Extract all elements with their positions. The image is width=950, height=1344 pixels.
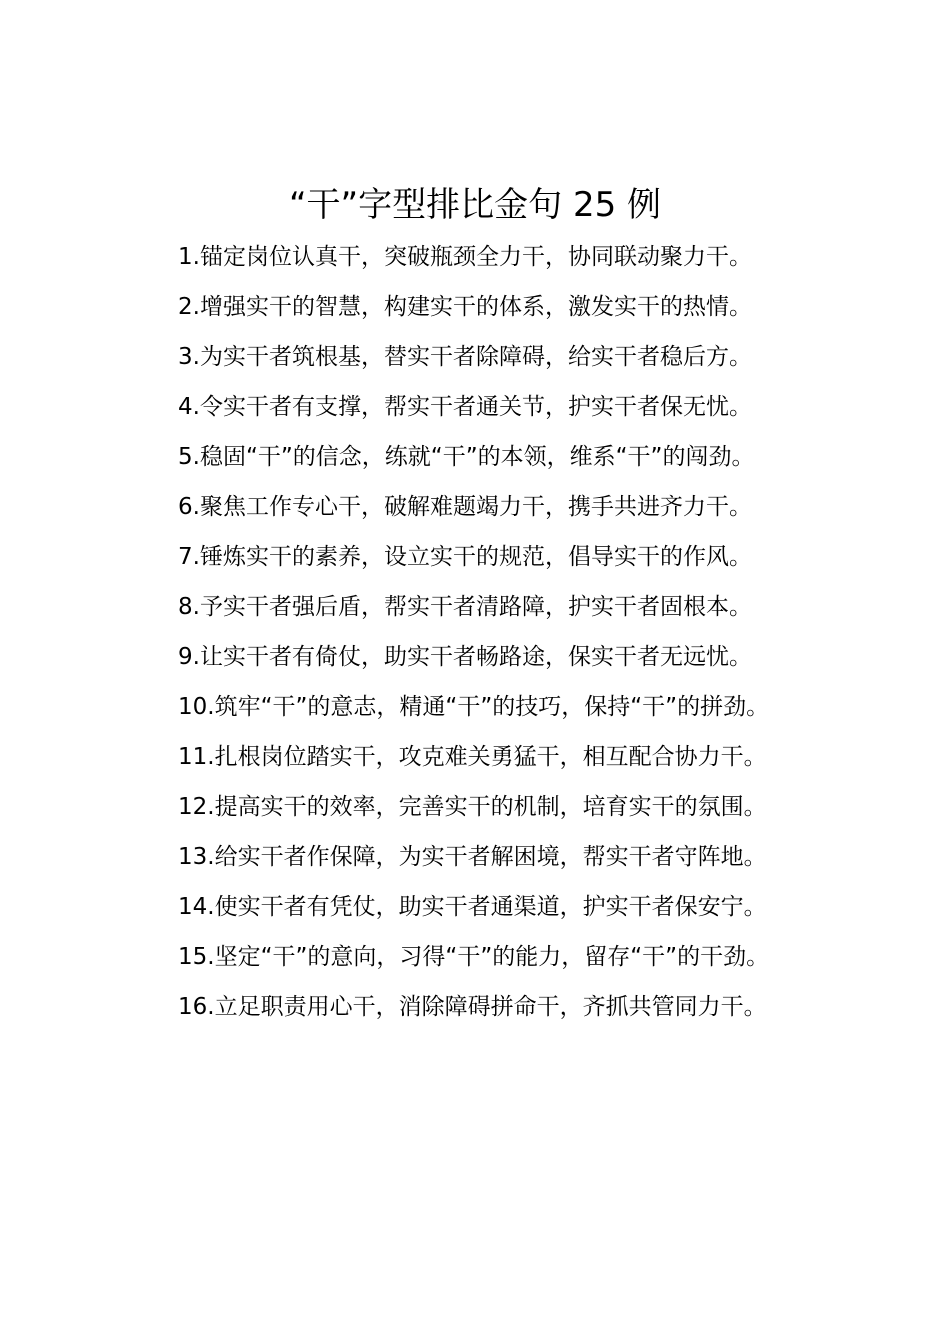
- paragraph-16: 16.立足职责用心干，消除障碍拼命干，齐抓共管同力干。: [178, 994, 767, 1020]
- paragraph-2: 2.增强实干的智慧，构建实干的体系，激发实干的热情。: [178, 294, 752, 320]
- paragraph-8: 8.予实干者强后盾，帮实干者清路障，护实干者固根本。: [178, 594, 752, 620]
- paragraph-10: 10.筑牢“干”的意志，精通“干”的技巧，保持“干”的拼劲。: [178, 694, 770, 720]
- document-body: [128, 232, 834, 1032]
- paragraph-6: 6.聚焦工作专心干，破解难题竭力干，携手共进齐力干。: [178, 494, 752, 520]
- document-title: “干”字型排比金句 25 例: [288, 185, 662, 225]
- paragraph-4: 4.令实干者有支撑，帮实干者通关节，护实干者保无忧。: [178, 394, 752, 420]
- paragraph-1: 1.锚定岗位认真干，突破瓶颈全力干，协同联动聚力干。: [178, 244, 752, 270]
- paragraph-7: 7.锤炼实干的素养，设立实干的规范，倡导实干的作风。: [178, 544, 752, 570]
- paragraph-11: 11.扎根岗位踏实干，攻克难关勇猛干，相互配合协力干。: [178, 744, 767, 770]
- paragraph-15: 15.坚定“干”的意向，习得“干”的能力，留存“干”的干劲。: [178, 944, 770, 970]
- paragraph-12: 12.提高实干的效率，完善实干的机制，培育实干的氛围。: [178, 794, 767, 820]
- paragraph-9: 9.让实干者有倚仗，助实干者畅路途，保实干者无远忧。: [178, 644, 752, 670]
- paragraph-5: 5.稳固“干”的信念，练就“干”的本领，维系“干”的闯劲。: [178, 444, 755, 470]
- paragraph-13: 13.给实干者作保障，为实干者解困境，帮实干者守阵地。: [178, 844, 767, 870]
- paragraph-14: 14.使实干者有凭仗，助实干者通渠道，护实干者保安宁。: [178, 894, 767, 920]
- paragraph-3: 3.为实干者筑根基，替实干者除障碍，给实干者稳后方。: [178, 344, 752, 370]
